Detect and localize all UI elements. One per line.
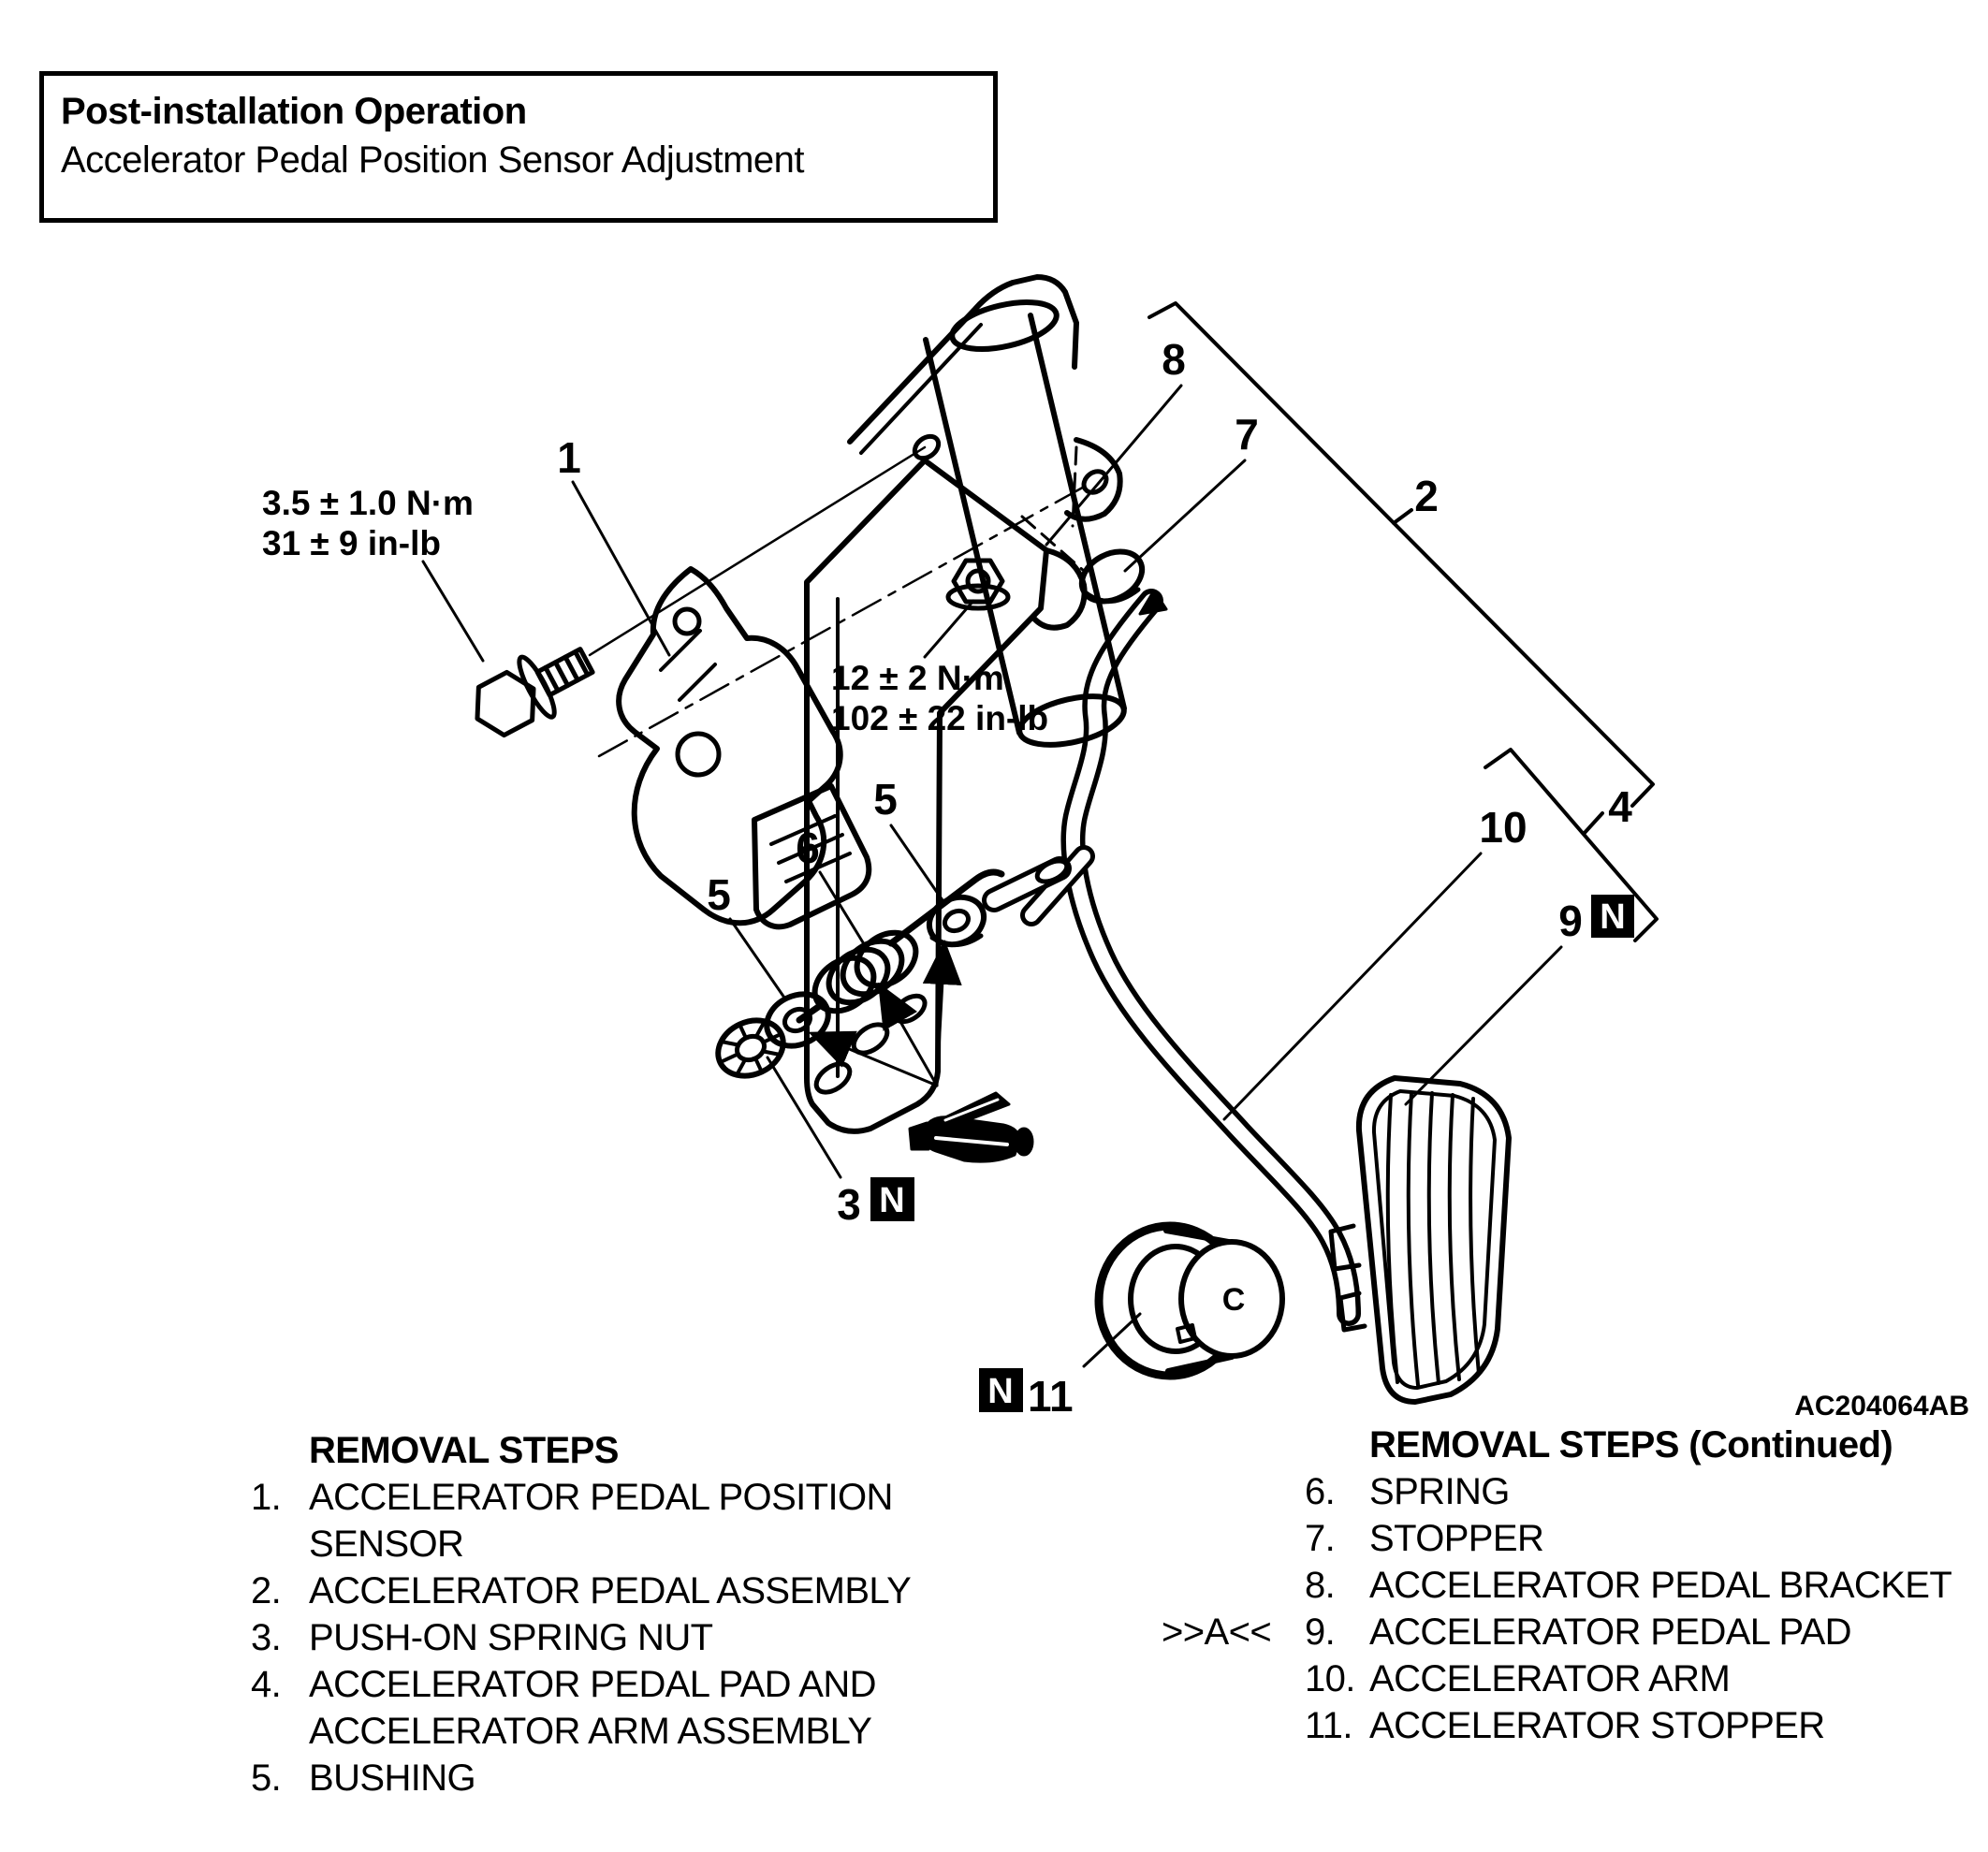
item-text: BUSHING bbox=[309, 1757, 476, 1799]
item-number bbox=[251, 1521, 309, 1568]
leader-torque-2 bbox=[925, 601, 973, 657]
sensor-bolt bbox=[461, 631, 602, 749]
removal-steps-heading: REMOVAL STEPS bbox=[309, 1430, 619, 1471]
item-text: ACCELERATOR PEDAL PAD AND bbox=[309, 1664, 876, 1705]
install-arrow-spring bbox=[881, 987, 937, 1086]
list-item bbox=[1305, 1468, 1951, 1515]
item-number: 8. bbox=[1305, 1565, 1336, 1606]
item-text: ACCELERATOR ARM bbox=[1369, 1658, 1731, 1699]
item-text: ACCELERATOR PEDAL ASSEMBLY bbox=[309, 1570, 912, 1611]
list-item bbox=[1305, 1655, 1951, 1702]
removal-steps-list bbox=[251, 1427, 911, 1801]
leader-torque-1 bbox=[423, 561, 483, 661]
item-text: ACCELERATOR STOPPER bbox=[1369, 1705, 1825, 1746]
bolt-axis-line bbox=[590, 447, 925, 655]
bushing-upper bbox=[922, 889, 992, 954]
list-item bbox=[1162, 1609, 1951, 1655]
leader-callout-5-left bbox=[730, 919, 784, 998]
list-item bbox=[1305, 1562, 1951, 1609]
item-text: STOPPER bbox=[1369, 1518, 1544, 1559]
callout-5-top: 5 bbox=[873, 775, 898, 824]
pedal-pad bbox=[1331, 1078, 1509, 1402]
list-item bbox=[251, 1755, 911, 1801]
item-number: 4. bbox=[251, 1664, 282, 1705]
callout-11: 11 bbox=[1028, 1372, 1074, 1421]
list-item bbox=[1305, 1702, 1951, 1749]
removal-steps-continued-heading: REMOVAL STEPS (Continued) bbox=[1369, 1424, 1893, 1466]
post-installation-subtitle: Accelerator Pedal Position Sensor Adjustment bbox=[61, 139, 804, 181]
item-number: 3. bbox=[251, 1617, 282, 1658]
item-number: 7. bbox=[1305, 1518, 1336, 1559]
torque-spec-1-line2: 31 ± 9 in-lb bbox=[262, 524, 441, 562]
item-text: SPRING bbox=[1369, 1471, 1510, 1512]
callout-7: 7 bbox=[1235, 410, 1259, 459]
n-marker-3: N bbox=[879, 1181, 905, 1220]
n-marker-9: N bbox=[1600, 897, 1626, 937]
torque-spec-1-line1: 3.5 ± 1.0 N·m bbox=[262, 484, 474, 522]
accelerator-stopper bbox=[1099, 1226, 1282, 1376]
callout-1: 1 bbox=[557, 433, 581, 482]
list-item bbox=[251, 1614, 911, 1661]
item-number bbox=[251, 1708, 309, 1755]
torque-spec-2-line1: 12 ± 2 N·m bbox=[831, 659, 1004, 697]
item-text: SENSOR bbox=[309, 1524, 464, 1565]
callout-9: 9 bbox=[1558, 897, 1583, 945]
leader-callout-5-top bbox=[891, 825, 943, 900]
return-spring bbox=[799, 872, 1001, 1022]
callout-4: 4 bbox=[1608, 782, 1632, 831]
item-number: 11. bbox=[1305, 1705, 1352, 1746]
item-number: 10. bbox=[1305, 1658, 1355, 1699]
callout-8: 8 bbox=[1162, 335, 1186, 384]
push-on-spring-nut-3d bbox=[910, 1093, 1032, 1161]
removal-steps-continued-list bbox=[1162, 1422, 1952, 1749]
figure-code: AC204064AB bbox=[1794, 1391, 1969, 1422]
callout-5-left: 5 bbox=[707, 870, 731, 919]
item-text: PUSH-ON SPRING NUT bbox=[309, 1617, 713, 1658]
item-text: ACCELERATOR PEDAL PAD bbox=[1369, 1611, 1851, 1653]
list-item bbox=[251, 1661, 911, 1708]
callout-10: 10 bbox=[1479, 803, 1528, 852]
leader-callout-9 bbox=[1406, 947, 1561, 1104]
item-number: 5. bbox=[251, 1757, 282, 1799]
step-marker-a: >>A<< bbox=[1162, 1611, 1272, 1653]
torque-spec-2-line2: 102 ± 22 in-lb bbox=[831, 699, 1049, 737]
item-number: 6. bbox=[1305, 1471, 1336, 1512]
install-arrow-washer bbox=[813, 1034, 937, 1086]
push-on-spring-nut bbox=[709, 1010, 793, 1086]
list-item bbox=[251, 1474, 911, 1521]
callout-3: 3 bbox=[837, 1180, 861, 1229]
list-item bbox=[251, 1521, 911, 1568]
item-text: ACCELERATOR PEDAL BRACKET bbox=[1369, 1565, 1952, 1606]
n-marker-11: N bbox=[987, 1372, 1014, 1411]
item-number: 2. bbox=[251, 1570, 282, 1611]
stopper-letter-c: C bbox=[1221, 1282, 1246, 1318]
item-number: 1. bbox=[251, 1477, 282, 1518]
callout-2-bracket-line bbox=[1149, 303, 1653, 806]
list-item bbox=[251, 1568, 911, 1614]
post-installation-title: Post-installation Operation bbox=[61, 91, 527, 132]
callout-6: 6 bbox=[796, 824, 820, 872]
pedal-position-sensor bbox=[619, 569, 869, 926]
item-number: 9. bbox=[1305, 1611, 1336, 1653]
item-text: ACCELERATOR PEDAL POSITION bbox=[309, 1477, 893, 1518]
callout-2: 2 bbox=[1414, 472, 1439, 520]
list-item bbox=[251, 1708, 911, 1755]
leader-callout-1 bbox=[573, 482, 669, 655]
list-item bbox=[1305, 1515, 1951, 1562]
item-text: ACCELERATOR ARM ASSEMBLY bbox=[309, 1711, 872, 1752]
leader-callout-7 bbox=[1125, 460, 1245, 571]
